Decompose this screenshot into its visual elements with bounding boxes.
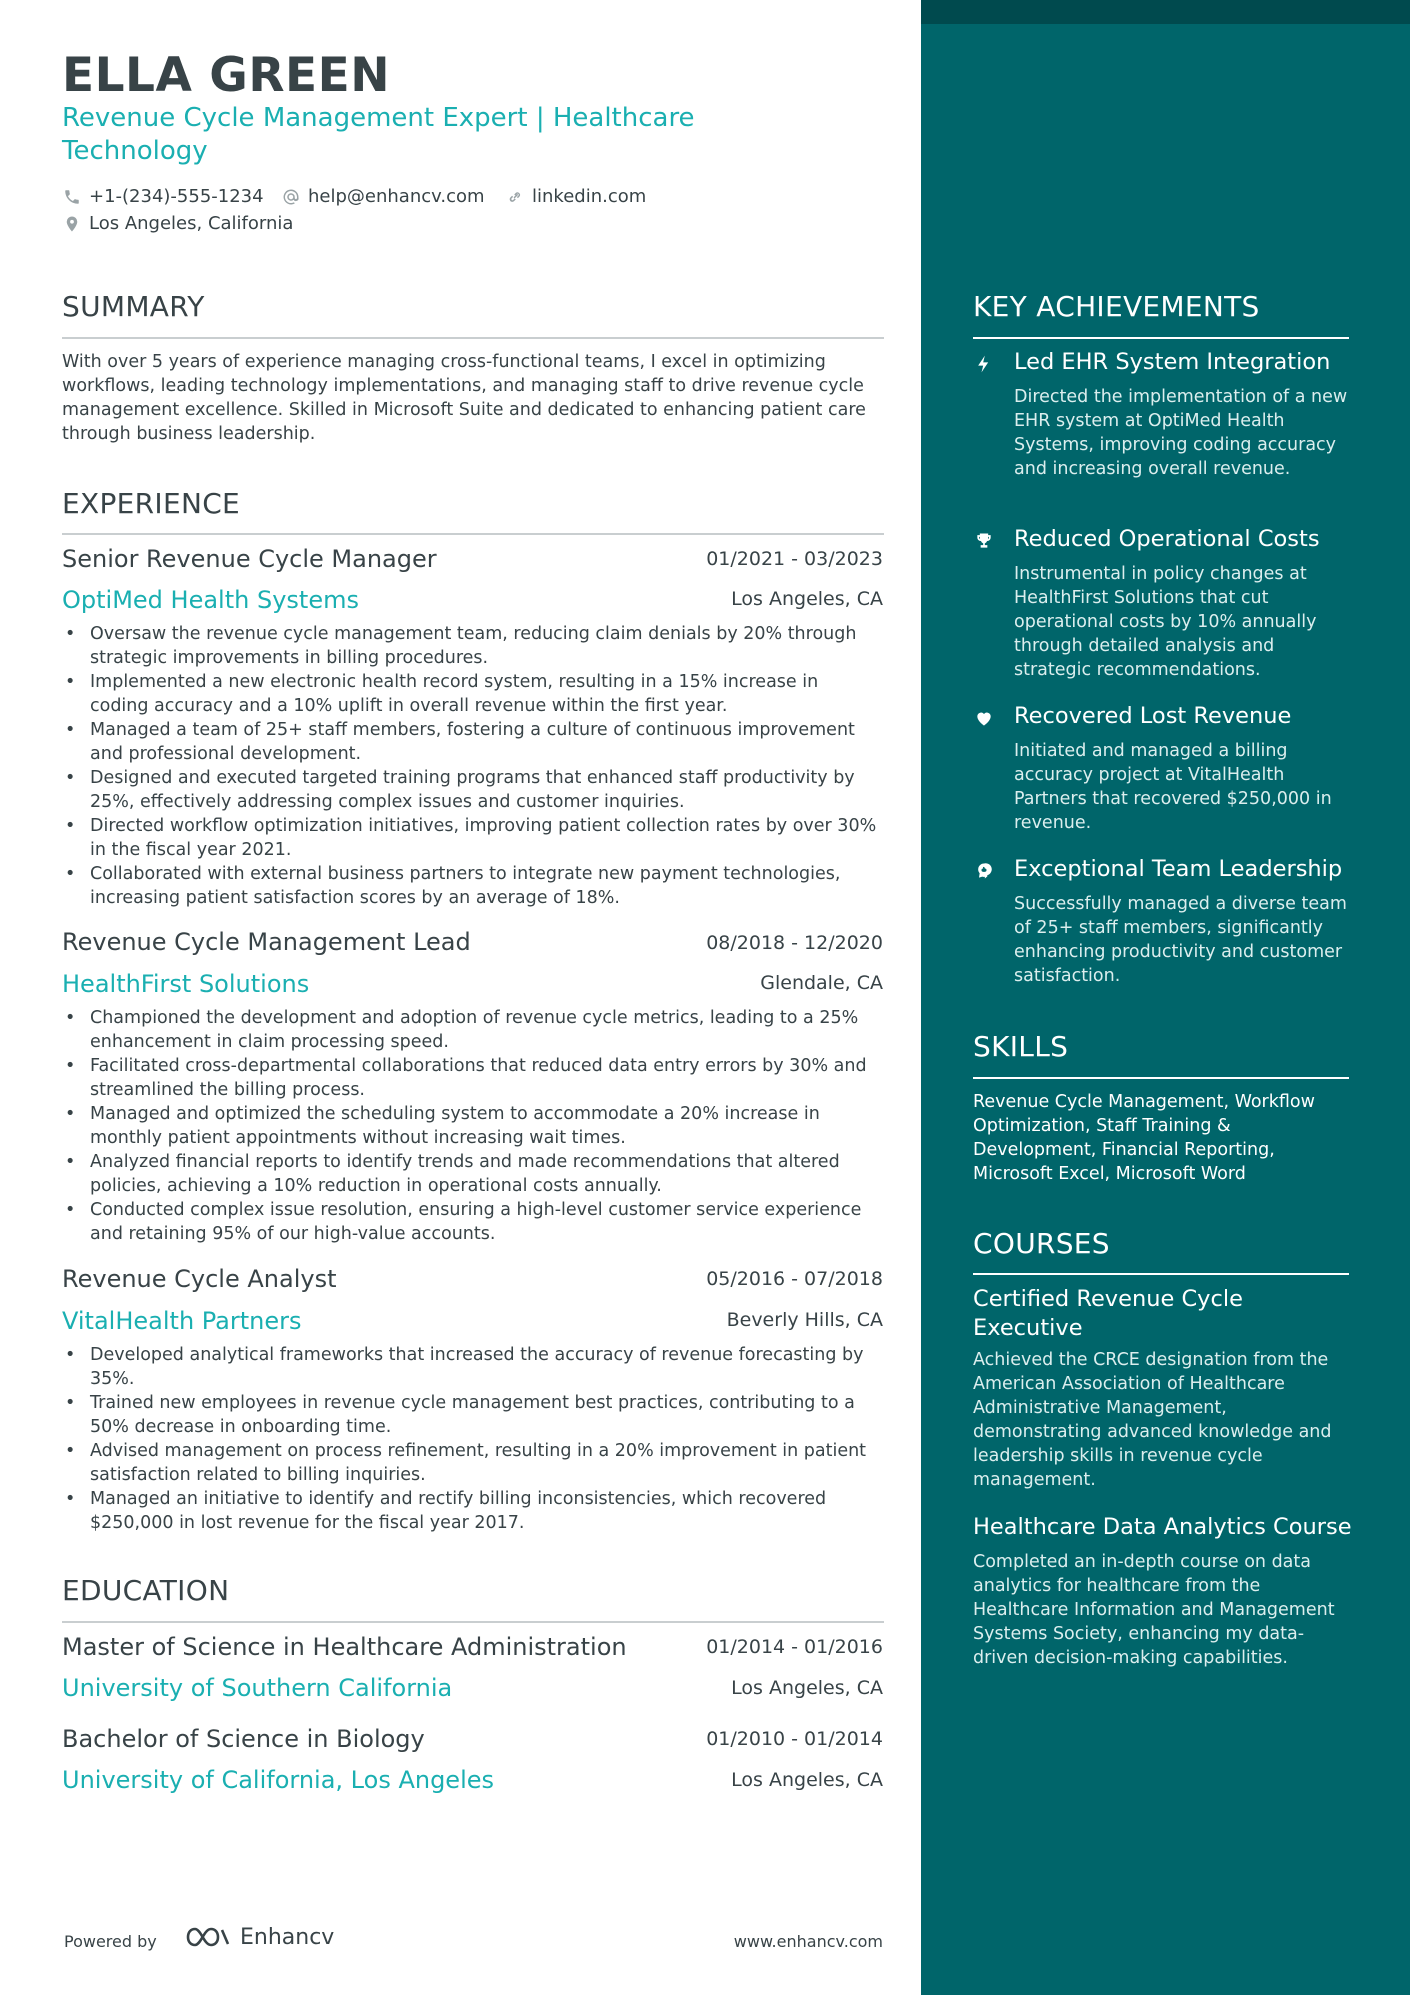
at-icon — [281, 187, 301, 207]
achievement-title: Led EHR System Integration — [1014, 349, 1331, 375]
achievement-title: Reduced Operational Costs — [1014, 526, 1320, 552]
contact-email[interactable] — [281, 186, 485, 207]
skills-divider — [973, 1077, 1349, 1079]
trophy-icon — [973, 530, 995, 552]
achievement-title: Recovered Lost Revenue — [1014, 703, 1292, 729]
job-bullet: • Analyzed financial reports to identify trends and made recommendations that altered policies, achieving a 10% reduction in operational costs annually. — [62, 1150, 882, 1198]
achievement-desc: Directed the implementation of a new EHR system at OptiMed Health Systems, improving coding accuracy and increasing overall revenue. — [1014, 387, 1348, 479]
brain-icon — [973, 860, 995, 882]
job-bullet: • Managed an initiative to identify and rectify billing inconsistencies, which recovered $250,000 in lost revenue for the fiscal year 2017. — [62, 1487, 882, 1535]
courses-heading: COURSES — [973, 1227, 1110, 1260]
job-title: Revenue Cycle Analyst — [62, 1265, 337, 1293]
candidate-title: Revenue Cycle Management Expert | Healthcare Technology — [62, 103, 695, 166]
contact-linkedin[interactable] — [505, 186, 646, 207]
sidebar-top-bar — [921, 0, 1410, 24]
company-name: HealthFirst Solutions — [62, 970, 310, 998]
contact-phone — [62, 186, 264, 207]
summary-heading: SUMMARY — [62, 290, 205, 323]
achievements-divider — [973, 337, 1349, 339]
school-name: University of Southern California — [62, 1674, 453, 1702]
brand-name: Enhancv — [240, 1924, 335, 1950]
experience-divider — [62, 533, 884, 535]
company-name: VitalHealth Partners — [62, 1307, 302, 1335]
job-dates: 01/2021 - 03/2023 — [706, 548, 883, 570]
candidate-name: ELLA GREEN — [62, 48, 391, 103]
experience-heading: EXPERIENCE — [62, 487, 241, 520]
job-bullets — [62, 1343, 882, 1535]
footer-url[interactable]: www.enhancv.com — [733, 1932, 883, 1951]
education-location: Los Angeles, CA — [731, 1769, 883, 1791]
achievement-desc: Initiated and managed a billing accuracy project at VitalHealth Partners that recovered $250,000 in revenue. — [1014, 741, 1332, 833]
skills-text: Revenue Cycle Management, Workflow Optimization, Staff Training & Development, Financial Reporting, Microsoft Excel, Microsoft Word — [973, 1092, 1315, 1184]
job-bullet: • Championed the development and adoption of revenue cycle metrics, leading to a 25% enhancement in claim processing speed. — [62, 1006, 882, 1054]
job-bullet: • Collaborated with external business partners to integrate new payment technologies, increasing patient satisfaction scores by an average of 18%. — [62, 862, 882, 910]
job-bullet: • Implemented a new electronic health record system, resulting in a 15% increase in coding accuracy and a 10% uplift in overall revenue within the first year. — [62, 670, 882, 718]
linkedin-link[interactable]: linkedin.com — [532, 186, 647, 207]
course-desc: Completed an in-depth course on data analytics for healthcare from the Healthcare Information and Management Systems Society, enhancing my data-driven decision-making capabilities. — [973, 1552, 1335, 1668]
education-dates: 01/2010 - 01/2014 — [706, 1728, 883, 1750]
education-location: Los Angeles, CA — [731, 1677, 883, 1699]
location-pin-icon — [62, 214, 82, 234]
heart-icon — [973, 707, 995, 729]
education-dates: 01/2014 - 01/2016 — [706, 1636, 883, 1658]
location-text: Los Angeles, California — [89, 213, 294, 234]
job-dates: 08/2018 - 12/2020 — [706, 932, 883, 954]
contact-location — [62, 213, 293, 234]
course-title: Certified Revenue Cycle Executive — [973, 1286, 1243, 1341]
job-location: Beverly Hills, CA — [726, 1309, 883, 1331]
job-bullets — [62, 622, 882, 910]
education-heading: EDUCATION — [62, 1574, 230, 1607]
achievements-heading: KEY ACHIEVEMENTS — [973, 290, 1260, 323]
email-link[interactable]: help@enhancv.com — [308, 186, 485, 207]
phone-icon — [62, 187, 82, 207]
job-bullet: • Conducted complex issue resolution, ensuring a high-level customer service experience and retaining 95% of our high-value accounts. — [62, 1198, 882, 1246]
job-title: Senior Revenue Cycle Manager — [62, 545, 437, 573]
job-bullet: • Managed and optimized the scheduling system to accommodate a 20% increase in monthly patient appointments without increasing wait times. — [62, 1102, 882, 1150]
job-dates: 05/2016 - 07/2018 — [706, 1268, 883, 1290]
summary-divider — [62, 337, 884, 339]
job-bullet: • Managed a team of 25+ staff members, fostering a culture of continuous improvement and professional development. — [62, 718, 882, 766]
course-title: Healthcare Data Analytics Course — [973, 1514, 1352, 1540]
powered-by-label: Powered by — [64, 1932, 157, 1951]
job-bullet: • Advised management on process refinement, resulting in a 20% improvement in patient satisfaction related to billing inquiries. — [62, 1439, 882, 1487]
school-name: University of California, Los Angeles — [62, 1766, 495, 1794]
achievement-title: Exceptional Team Leadership — [1014, 856, 1343, 882]
enhancv-logo[interactable] — [184, 1924, 334, 1950]
job-location: Glendale, CA — [760, 972, 883, 994]
degree-title: Master of Science in Healthcare Administration — [62, 1633, 627, 1661]
job-bullet: • Developed analytical frameworks that increased the accuracy of revenue forecasting by 35%. — [62, 1343, 882, 1391]
phone-text: +1-(234)-555-1234 — [89, 186, 264, 207]
bolt-icon — [973, 353, 995, 375]
achievement-desc: Successfully managed a diverse team of 25+ staff members, significantly enhancing productivity and customer satisfaction. — [1014, 894, 1347, 986]
job-bullet: • Oversaw the revenue cycle management team, reducing claim denials by 20% through strategic improvements in billing procedures. — [62, 622, 882, 670]
job-location: Los Angeles, CA — [731, 588, 883, 610]
sidebar — [921, 0, 1410, 1995]
job-bullet: • Directed workflow optimization initiatives, improving patient collection rates by over 30% in the fiscal year 2021. — [62, 814, 882, 862]
link-icon — [505, 187, 525, 207]
job-bullets — [62, 1006, 882, 1246]
course-desc: Achieved the CRCE designation from the American Association of Healthcare Administrative Management, demonstrating advanced knowledge and leadership skills in revenue cycle management. — [973, 1350, 1332, 1490]
courses-divider — [973, 1273, 1349, 1275]
skills-heading: SKILLS — [973, 1030, 1069, 1063]
company-name: OptiMed Health Systems — [62, 586, 359, 614]
enhancv-logo-icon — [184, 1924, 232, 1950]
job-title: Revenue Cycle Management Lead — [62, 928, 471, 956]
degree-title: Bachelor of Science in Biology — [62, 1725, 425, 1753]
job-bullet: • Facilitated cross-departmental collaborations that reduced data entry errors by 30% and streamlined the billing process. — [62, 1054, 882, 1102]
job-bullet: • Designed and executed targeted training programs that enhanced staff productivity by 25%, effectively addressing complex issues and customer inquiries. — [62, 766, 882, 814]
job-bullet: • Trained new employees in revenue cycle management best practices, contributing to a 50% decrease in onboarding time. — [62, 1391, 882, 1439]
achievement-desc: Instrumental in policy changes at HealthFirst Solutions that cut operational costs by 10% annually through detailed analysis and strategic recommendations. — [1014, 564, 1317, 680]
summary-text: With over 5 years of experience managing cross-functional teams, I excel in optimizing workflows, leading technology implementations, and managing staff to drive revenue cycle management excellence. Skilled in Microsoft Suite and dedicated to enhancing patient care through business leadership. — [62, 352, 866, 444]
education-divider — [62, 1621, 884, 1623]
